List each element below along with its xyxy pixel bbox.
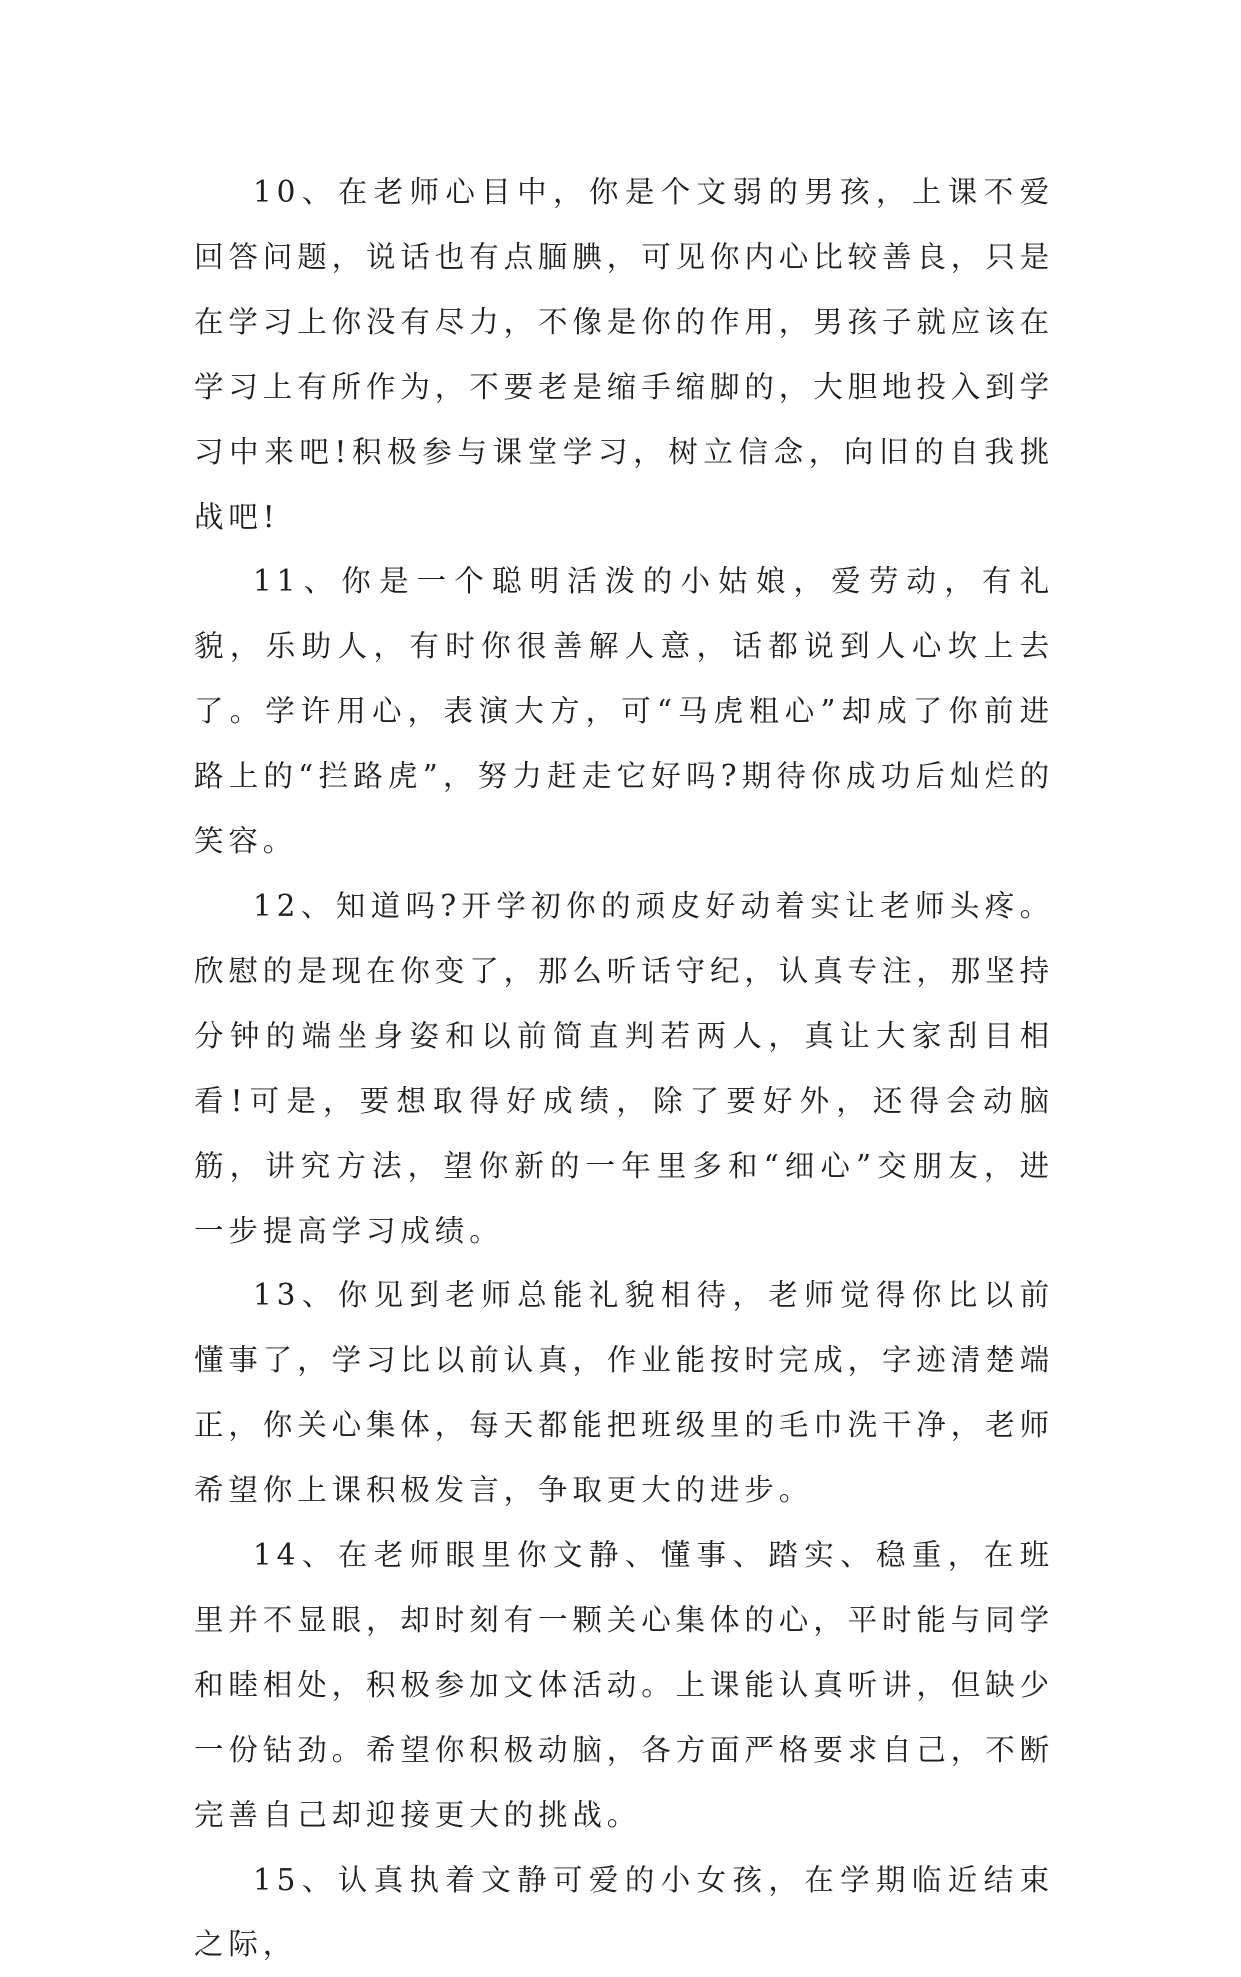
paragraph-12: 12、知道吗?开学初你的顽皮好动着实让老师头疼。欣慰的是现在你变了，那么听话守纪，认真专注，那坚持分钟的端坐身姿和以前简直判若两人，真让大家刮目相看!可是，要想取得好成绩，除了要好外，还得会动脑筋，讲究方法，望你新的一年里多和“细心”交朋友，进一步提高学习成绩。 xyxy=(194,888,1055,1248)
paragraph-14: 14、在老师眼里你文静、懂事、踏实、稳重，在班里并不显眼，却时刻有一颗关心集体的心，平时能与同学和睦相处，积极参加文体活动。上课能认真听讲，但缺少一份钻劲。希望你积极动脑，各方面严格要求自己，不断完善自己却迎接更大的挑战。 xyxy=(194,1538,1055,1832)
paragraph-11: 11、你是一个聪明活泼的小姑娘，爱劳动，有礼貌，乐助人，有时你很善解人意，话都说到人心坎上去了。学许用心，表演大方，可“马虎粗心”却成了你前进路上的“拦路虎”，努力赶走它好吗?期待你成功后灿烂的笑容。 xyxy=(194,564,1054,859)
paragraph-10: 10、在老师心目中，你是个文弱的男孩，上课不爱回答问题，说话也有点腼腆，可见你内心比较善良，只是在学习上你没有尽力，不像是你的作用，男孩子就应该在学习上有所作为，不要老是缩手缩脚的，大胆地投入到学习中来吧!积极参与课堂学习，树立信念，向旧的自我挑战吧! xyxy=(194,175,1055,534)
paragraph-13: 13、你见到老师总能礼貌相待，老师觉得你比以前懂事了，学习比以前认真，作业能按时完成，字迹清楚端正，你关心集体，每天都能把班级里的毛巾洗干净，老师希望你上课积极发言，争取更大的进步。 xyxy=(194,1278,1055,1508)
paragraph-15: 15、认真执着文静可爱的小女孩，在学期临近结束之际， xyxy=(194,1862,1054,1962)
document-body xyxy=(194,160,1054,1977)
